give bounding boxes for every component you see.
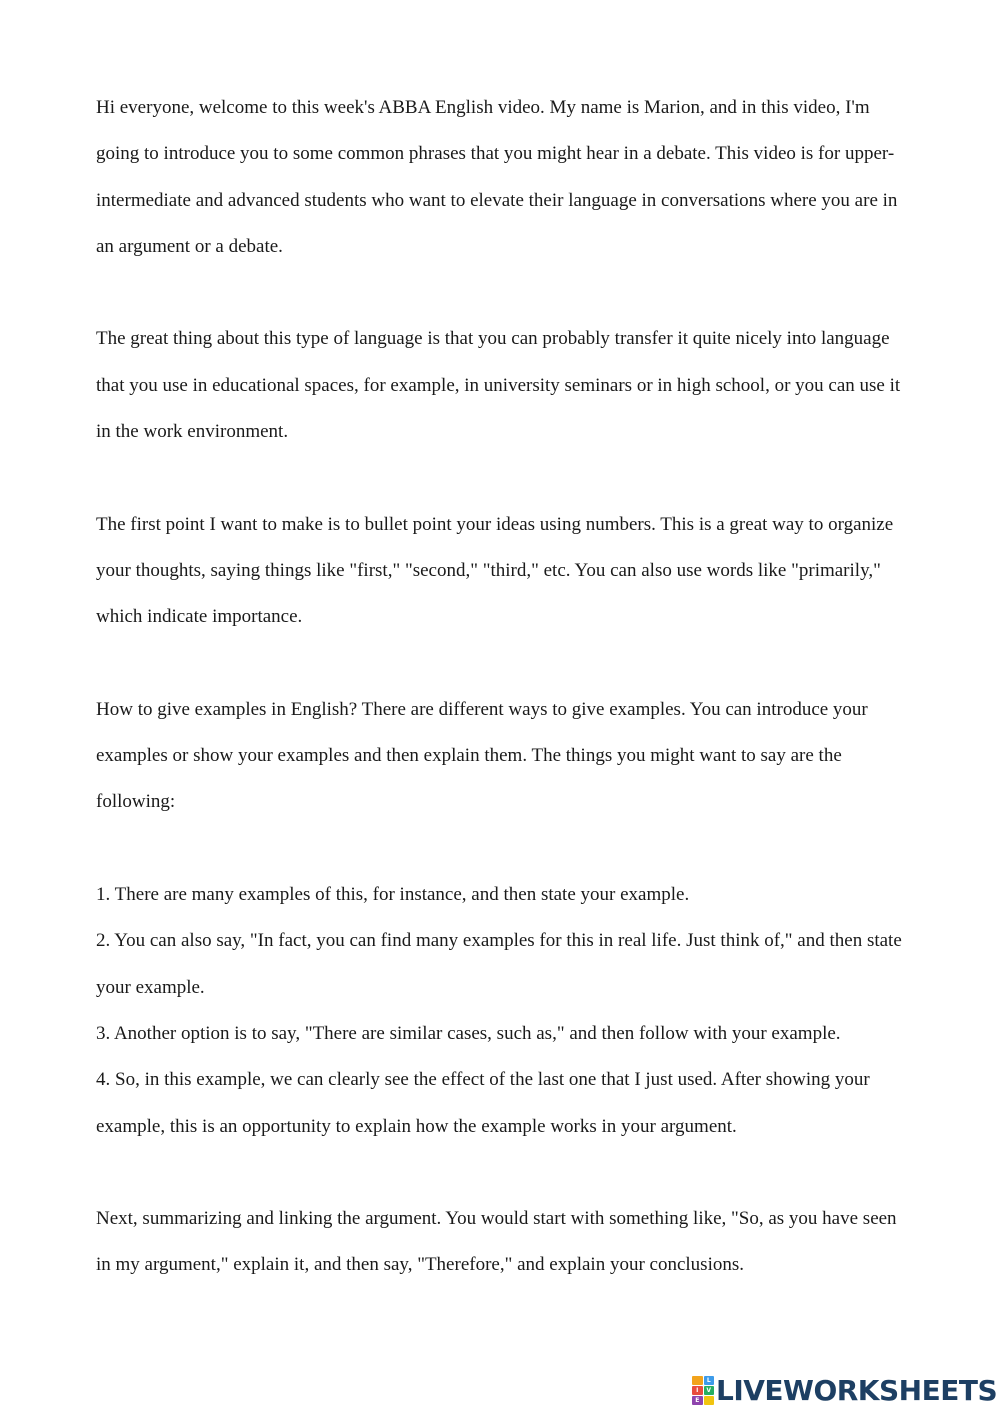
paragraph-summary: Next, summarizing and linking the argument. You would start with something like, "So, as you have seen in my argument," explain it, and then say, "Therefore," and explain your conclusions.: [96, 1208, 897, 1276]
logo-icon-letter-i: I: [692, 1386, 703, 1395]
examples-list: [96, 872, 916, 1150]
liveworksheets-logo[interactable]: [692, 1372, 997, 1408]
list-item: 3. Another option is to say, "There are similar cases, such as," and then follow with your example.: [96, 1022, 841, 1044]
logo-icon-letter-v: V: [704, 1386, 715, 1395]
list-item: 1. There are many examples of this, for instance, and then state your example.: [96, 884, 690, 906]
logo-icon-block: [692, 1376, 703, 1385]
logo-icon-letter-e: E: [692, 1396, 703, 1405]
paragraph-gap: [96, 270, 916, 316]
document-body: [96, 85, 916, 1289]
paragraph-transfer: The great thing about this type of language is that you can probably transfer it quite nicely into language that you use in educational spaces, for example, in university seminars or in high school, or you can use it in the work environment.: [96, 328, 901, 443]
paragraph-gap: [96, 455, 916, 501]
logo-icon-block: [704, 1396, 715, 1405]
logo-icon-letter-l: L: [704, 1376, 715, 1385]
paragraph-gap: [96, 826, 916, 872]
list-item: 4. So, in this example, we can clearly see the effect of the last one that I just used. After showing your example, this is an opportunity to explain how the example works in your argument.: [96, 1069, 870, 1137]
paragraph-examples: How to give examples in English? There are different ways to give examples. You can introduce your examples or show your examples and then explain them. The things you might want to say are the following:: [96, 698, 868, 813]
liveworksheets-logo-text: LIVEWORKSHEETS: [716, 1373, 998, 1407]
liveworksheets-logo-icon: [692, 1376, 714, 1404]
paragraph-gap: [96, 641, 916, 687]
paragraph-gap: [96, 1150, 916, 1196]
paragraph-first-point: The first point I want to make is to bullet point your ideas using numbers. This is a great way to organize your thoughts, saying things like "first," "second," "third," etc. You can also use words like "primarily," which indicate importance.: [96, 513, 894, 628]
list-item: 2. You can also say, "In fact, you can find many examples for this in real life. Just think of," and then state your example.: [96, 930, 902, 998]
paragraph-intro: Hi everyone, welcome to this week's ABBA English video. My name is Marion, and in this video, I'm going to introduce you to some common phrases that you might hear in a debate. This video is for upper-intermediate and advanced students who want to elevate their language in conversations where you are in an argument or a debate.: [96, 97, 898, 257]
